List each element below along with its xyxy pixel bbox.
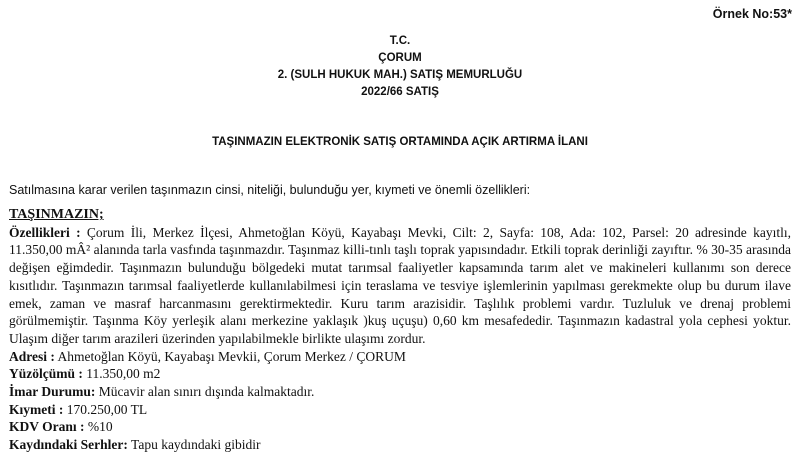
header-line-tc: T.C. xyxy=(389,35,411,47)
field-annotations xyxy=(9,436,791,454)
field-value-value: 170.250,00 TL xyxy=(63,401,148,417)
features-paragraph xyxy=(9,224,791,348)
ornek-number: Örnek No:53* xyxy=(712,7,792,21)
document-header xyxy=(0,33,800,101)
section-title: TAŞINMAZIN; xyxy=(9,207,104,222)
field-area xyxy=(9,365,791,383)
field-vat-value: %10 xyxy=(84,419,113,435)
field-address-value: Ahmetoğlan Köyü, Kayabaşı Mevkii, Çorum Merkez / ÇORUM xyxy=(54,348,406,364)
features-label: Özellikleri : xyxy=(9,224,81,240)
field-address xyxy=(9,348,791,366)
field-vat xyxy=(9,418,791,436)
field-value-label: Kıymeti : xyxy=(9,401,64,417)
header-line-city: ÇORUM xyxy=(378,52,422,64)
announcement-title: TAŞINMAZIN ELEKTRONİK SATIŞ ORTAMINDA AÇIK ARTIRMA İLANI xyxy=(212,136,588,148)
header-line-case: 2022/66 SATIŞ xyxy=(361,86,439,98)
field-vat-label: KDV Oranı : xyxy=(9,419,85,435)
features-text: Çorum İli, Merkez İlçesi, Ahmetoğlan Köyü, Kayabaşı Mevki, Cilt: 2, Sayfa: 108, Ada: 102, Parsel: 20 adresinde kayıtlı, 11.350,00 mÂ² alanında tarla vasfında taşınmazdır. Taşınmaz killi-tınlı taşlı toprak yapısındadır. Etkili toprak derinliği zayıftır. % 30-35 arasında değişen eğimdedir. Taşınmazın bulunduğu bölgedeki mutat tarımsal faaliyetler kapsamında tarım alet ve makineleri kullanımı son derece kısıtlıdır. Taşınmazın tarımsal faaliyetlerde kullanılabilmesi için teraslama ve tesviye işlemlerinin yapılması gerekmekte olup bu durum ilave emek, zaman ve masraf harcanmasını gerektirmektedir. Kuru tarım arazisidir. Taşlılık problemi vardır. Tuzluluk ve drenaj problemi görülmemiştir. Taşınma Köy yerleşik alanı merkezine yaklaşık )kuş uçuşu) 0,60 km mesafededir. Taşınmazın kadastral yola cephesi yoktur. Ulaşım diğer tarım arazileri üzerinden yapılabilmekle birlikte ulaşımı zordur. xyxy=(9,224,791,346)
property-details xyxy=(9,206,791,454)
field-area-value: 11.350,00 m2 xyxy=(82,366,161,382)
field-value xyxy=(9,401,791,419)
field-zoning xyxy=(9,383,791,401)
intro-text: Satılmasına karar verilen taşınmazın cinsi, niteliği, bulunduğu yer, kıymeti ve önemli özellikleri: xyxy=(9,183,531,197)
field-zoning-value: Mücavir alan sınırı dışında kalmaktadır. xyxy=(95,384,315,400)
field-annotations-label: Kaydındaki Serhler: xyxy=(9,437,128,453)
field-address-label: Adresi : xyxy=(9,348,55,364)
field-area-label: Yüzölçümü : xyxy=(9,366,83,382)
field-annotations-value: Tapu kaydındaki gibidir xyxy=(127,437,261,453)
field-zoning-label: İmar Durumu: xyxy=(9,384,96,400)
header-line-office: 2. (SULH HUKUK MAH.) SATIŞ MEMURLUĞU xyxy=(277,69,523,81)
